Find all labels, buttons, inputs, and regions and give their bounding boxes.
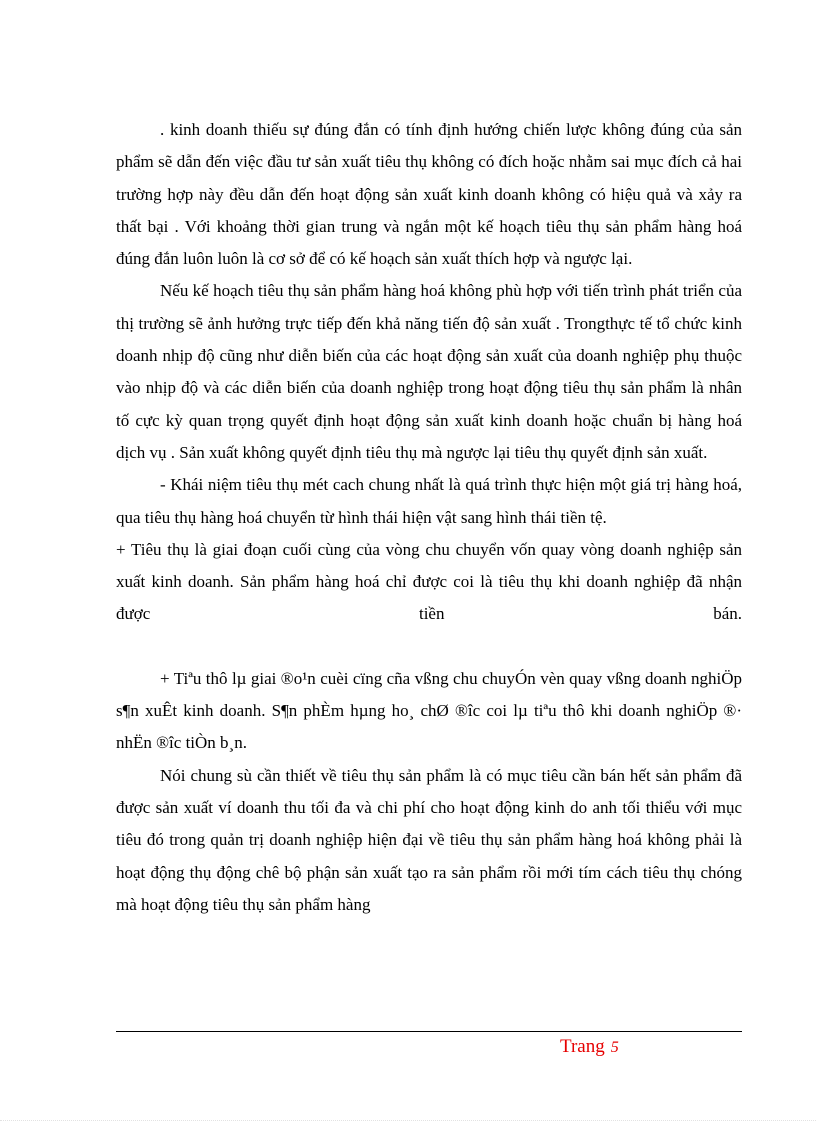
page-number: 5 — [610, 1039, 619, 1056]
paragraph-4: + Tiêu thụ là giai đoạn cuối cùng của vòng chu chuyển vốn quay vòng doanh nghiệp sản xuất kinh doanh. Sản phẩm hàng hoá chỉ được coi là tiêu thụ khi doanh nghiệp đã nhận được tiền bán. — [116, 539, 742, 624]
page-edge — [0, 1120, 816, 1121]
paragraph-3: - Khái niệm tiêu thụ mét cach chung nhất là quá trình thực hiện một giá trị hàng hoá, qua tiêu thụ hàng hoá chuyển từ hình thái hiện vật sang hình thái tiền tệ. — [116, 475, 742, 527]
paragraph-1: . kinh doanh thiếu sự đúng đắn có tính định hướng chiến lược không đúng của sản phẩm sẽ dẫn đến việc đầu tư sản xuất tiêu thụ không có đích hoặc nhằm sai mục đích cả hai trường hợp này đều dẫn đến hoạt động sản xuất kinh doanh không có hiệu quả và xảy ra thất bại . Với khoảng thời gian trung và ngắn một kế hoạch tiêu thụ sản phẩm hàng hoá đúng đắn luôn luôn là cơ sở để có kế hoạch sản xuất thích hợp và ngược lại. — [116, 120, 742, 269]
footer-divider — [116, 1031, 742, 1032]
body-text — [116, 114, 742, 921]
footer-label: Trang — [560, 1036, 605, 1057]
paragraph-5-garbled: + Tiªu thô lµ giai ®o¹n cuèi cïng cña vßng chu chuyÓn vèn quay vßng doanh nghiÖp s¶n xuÊt kinh doanh. S¶n phÈm hµng ho¸ chØ ®îc coi lµ tiªu thô khi doanh nghiÖp ®· nhËn ®îc tiÒn b¸n. — [116, 668, 742, 753]
page-footer — [560, 1036, 619, 1058]
paragraph-6: Nói chung sù cần thiết về tiêu thụ sản phẩm là có mục tiêu cần bán hết sản phẩm đã được sản xuất ví doanh thu tối đa và chi phí cho hoạt động kinh do anh tối thiểu với mục tiêu đó trong quản trị doanh nghiệp hiện đại về tiêu thụ sản phẩm hàng hoá không phải là hoạt động thụ động chê bộ phận sản xuất tạo ra sản phẩm rồi mới tím cách tiêu thụ chóng mà hoạt động tiêu thụ sản phẩm hàng — [116, 765, 742, 914]
blank-line — [116, 631, 742, 663]
paragraph-2: Nếu kế hoạch tiêu thụ sản phẩm hàng hoá không phù hợp với tiến trình phát triển của thị trường sẽ ảnh hưởng trực tiếp đến khả năng tiến độ sản xuất . Trongthực tế tổ chức kinh doanh nhịp độ cũng như diễn biến của các hoạt động sản xuất của doanh nghiệp phụ thuộc vào nhịp độ và các diễn biến của doanh nghiệp trong hoạt động tiêu thụ sản phẩm là nhân tố cực kỳ quan trọng quyết định hoạt động sản xuất kinh doanh hoặc chuẩn bị hàng hoá dịch vụ . Sản xuất không quyết định tiêu thụ mà ngược lại tiêu thụ quyết định sản xuất. — [116, 281, 742, 462]
